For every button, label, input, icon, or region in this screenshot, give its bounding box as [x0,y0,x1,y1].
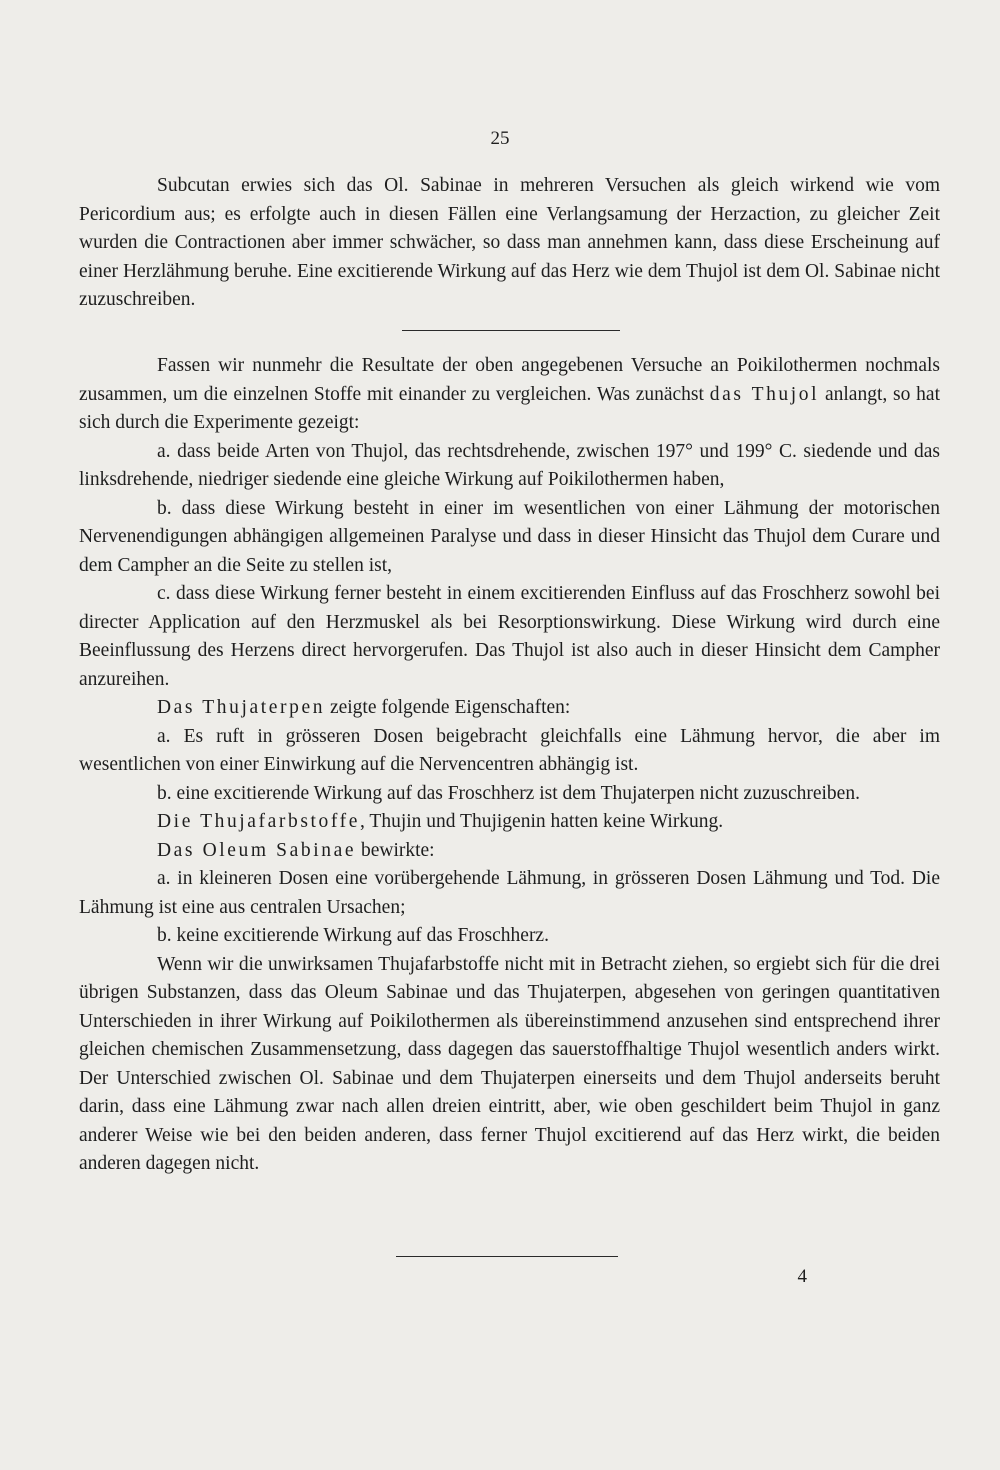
signature-mark: 4 [797,1266,807,1287]
section-divider [402,330,620,331]
thujaterpen-item-b: b. eine excitierende Wirkung auf das Froschherz ist dem Thujaterpen nicht zuzuschreiben. [157,782,860,804]
oleum-item-a: a. in kleineren Dosen eine vorübergehende Lähmung, in grösseren Dosen Lähmung und Tod. Die Lähmung ist eine aus centralen Ursachen; [79,868,940,918]
farbstoffe-end-text: , Thujin und Thujigenin hatten keine Wirkung. [360,811,724,832]
end-divider [396,1256,618,1257]
text-block-subcutan [79,172,940,315]
paragraph-conclusion: Wenn wir die unwirksamen Thujafarbstoffe nicht mit in Betracht ziehen, so ergiebt sich für die drei übrigen Substanzen, dass das Oleum Sabinae und das Thujaterpen, abgesehen von geringen quantitativen Unterschieden in ihrer Wirkung auf Poikilothermen als übereinstimmend anzusehen sind entsprechend ihrer gleichen chemischen Zusammensetzung, dass dagegen das sauerstoffhaltige Thujol wesentlich anders wirkt. Der Unterschied zwischen Ol. Sabinae und dem Thujaterpen einerseits und dem Thujol anderseits beruht darin, dass eine Lähmung zwar nach allen dreien eintritt, aber, wie oben geschildert beim Thujol in ganz anderer Weise wie bei den beiden anderen, dass ferner Thujol excitierend auf das Herz wirkt, die beiden anderen dagegen nicht. [79,953,940,1174]
oleum-end-text: bewirkte: [356,839,435,861]
page-number: 25 [490,128,510,149]
thujol-item-b: b. dass diese Wirkung besteht in einer im wesentlichen von einer Lähmung der motorischen Nervenendigungen abhängigen allgemeinen Paralyse und dass in dieser Hinsicht das Thujol dem Curare und dem Campher an die Seite zu stellen ist, [79,497,940,576]
thujol-item-a: a. dass beide Arten von Thujol, das rechtsdrehende, zwischen 197° und 199° C. siedende und das linksdrehende, niedriger siedende eine gleiche Wirkung auf Poikilothermen haben, [79,440,940,490]
oleum-item-b: b. keine excitierende Wirkung auf das Froschherz. [157,925,549,946]
spaced-farbstoffe: Die Thujafarbstoffe [157,811,361,832]
spaced-oleum: Das Oleum Sabinae [157,839,357,861]
paragraph-oleum [79,837,940,866]
intro-end-text: anlangt, so hat sich durch die Experimente gezeigt: [79,383,940,433]
thujol-item-c: c. dass diese Wirkung ferner besteht in einem excitierenden Einfluss auf das Froschherz sowohl bei directer Application auf den Herzmuskel als bei Resorptionswirkung. Diese Wirkung wird durch eine Beeinflussung des Herzens direct hervorgerufen. Das Thujol ist also auch in dieser Hinsicht dem Campher anzureihen. [79,583,940,690]
paragraph-farbstoffe [79,808,940,837]
text-block-summary [79,352,940,1179]
spaced-thujaterpen: Das Thujaterpen [157,697,326,718]
intro-text: Fassen wir nunmehr die Resultate der oben angegebenen Versuche an Poikilothermen nochmals zusammen, um die einzelnen Stoffe mit einander zu vergleichen. Was zunächst [79,355,940,405]
paragraph-thujaterpen [79,694,940,723]
paragraph-subcutan: Subcutan erwies sich das Ol. Sabinae in mehreren Versuchen als gleich wirkend wie vom Pericordium aus; es erfolgte auch in diesen Fällen eine Verlangsamung der Herzaction, zu gleicher Zeit wurden die Contractionen aber immer schwächer, so dass man annehmen kann, dass diese Erscheinung auf einer Herzlähmung beruhe. Eine excitierende Wirkung auf das Herz wie dem Thujol ist dem Ol. Sabinae nicht zuzuschreiben. [79,175,940,310]
spaced-thujol: das Thujol [709,383,820,405]
thujaterpen-end-text: zeigte folgende Eigenschaften: [325,697,571,718]
thujaterpen-item-a: a. Es ruft in grösseren Dosen beigebracht gleichfalls eine Lähmung hervor, die aber im wesentlichen von einer Einwirkung auf die Nervencentren abhängig ist. [79,725,940,775]
paragraph-summary-intro [79,352,940,438]
